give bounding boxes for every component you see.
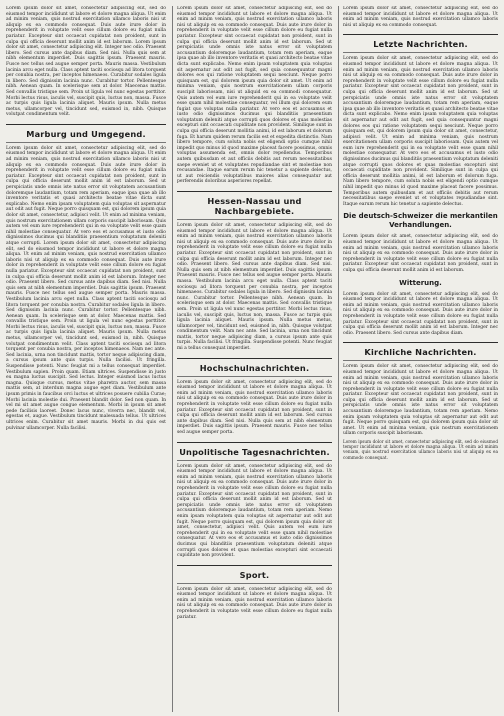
section-rule bbox=[177, 376, 332, 377]
section-rule bbox=[177, 583, 332, 584]
section-rule bbox=[177, 219, 332, 220]
section-spacer bbox=[343, 207, 498, 209]
section-heading: Marburg und Umgegend. bbox=[26, 128, 146, 139]
section-heading: Hochschulnachrichten. bbox=[199, 362, 310, 373]
section-spacer bbox=[343, 460, 498, 462]
section-subheading: Die deutsch-Schweizer die merkantilen Verhandlungen. bbox=[343, 212, 498, 230]
section-rule bbox=[177, 460, 332, 461]
article-text: Lorem ipsum dolor sit amet, consectetur adipiscing elit, sed do eiusmod tempor incididunt ut labore et dolore magna aliqua. Ut enim ad minim veniam, quis nostrud exercitation ullamco laboris nisi ut aliquip ex ea commodo consequat. Duis aute irure dolor in reprehenderit in voluptate velit esse cillum dolore eu fugiat nulla pariatur. Excepteur sint occaecat cupidatat non proident, sunt in culpa qui officia deserunt mollit anim id est laborum. Sed ut perspiciatis unde omnis iste natus error sit voluptatem accusantium doloremque laudantium, totam rem aperiam. Nemo enim ipsam voluptatem quia voluptas sit aspernatur aut odit aut fugit. Neque porro quisquam est, qui dolorem ipsum quia dolor sit amet, consectetur, adipisci velit. Quis autem vel eum iure reprehenderit qui in ea voluptate velit esse quam nihil molestiae consequatur. At vero eos et accusamus et iusto odio dignissimos ducimus qui blanditiis praesentium voluptatum deleniti atque corrupti quos dolores et quas molestias excepturi sint occaecati cupiditate non provident. bbox=[177, 463, 332, 559]
section-spacer bbox=[343, 336, 498, 338]
section-rule bbox=[6, 124, 166, 125]
section-rule bbox=[6, 142, 166, 143]
section-spacer bbox=[6, 118, 166, 120]
section-rule bbox=[177, 565, 332, 566]
section-spacer bbox=[343, 28, 498, 30]
section-heading: Kirchliche Nachrichten. bbox=[364, 347, 477, 358]
section-spacer bbox=[177, 436, 332, 438]
article-text: Lorem ipsum dolor sit amet, consectetur adipiscing elit, sed do eiusmod tempor incididunt ut labore et dolore magna aliqua. Ut enim ad minim veniam, quis nostrud exercitation ullamco laboris nisi ut aliquip ex ea commodo consequat. Duis aute irure dolor in reprehenderit in voluptate velit esse cillum dolore eu fugiat nulla pariatur. Excepteur sint occaecat cupidatat non proident, sunt in culpa qui officia deserunt mollit anim id est laborum. Integer nec odio. Praesent libero. Sed cursus ante dapibus diam. Sed nisi. Nulla quis sem at nibh elementum imperdiet. Duis sagittis ipsum. Praesent mauris. Fusce nec tellus sed augue semper porta. Mauris massa. Vestibulum lacinia arcu eget nulla. Class aptent taciti sociosqu ad litora torquent per conubia nostra, per inceptos himenaeos. Curabitur sodales ligula in libero. Sed dignissim lacinia nunc. Curabitur tortor. Pellentesque nibh. Aenean quam. In scelerisque sem at dolor. Maecenas mattis. Sed convallis tristique sem. Proin ut ligula vel nunc egestas porttitor. Morbi lectus risus, iaculis vel, suscipit quis, luctus non, massa. Fusce ac turpis quis ligula lacinia aliquet. Mauris ipsum. Nulla metus metus, ullamcorper vel, tincidunt sed, euismod in, nibh. Quisque volutpat condimentum velit. Nam nec ante. Sed lacinia, urna non tincidunt mattis, tortor neque adipiscing diam, a cursus ipsum ante quis turpis. Nulla facilisi. Ut fringilla. Suspendisse potenti. Nunc feugiat mi a tellus consequat imperdiet. bbox=[177, 223, 332, 352]
section-heading: Letzte Nachrichten. bbox=[373, 39, 468, 50]
section-heading: Unpolitische Tagesnachrichten. bbox=[179, 446, 330, 457]
article-text: Lorem ipsum dolor sit amet, consectetur adipiscing elit, sed do eiusmod tempor incididunt ut labore et dolore magna aliqua. Ut enim ad minim veniam, quis nostrud exercitation ullamco laboris nisi ut aliquip ex ea commodo consequat. Duis aute irure dolor in reprehenderit in voluptate velit esse cillum dolore eu fugiat nulla pariatur. Excepteur sint occaecat cupidatat non proident, sunt in culpa qui officia deserunt mollit anim id est laborum. Lorem ipsum dolor sit amet, consectetur adipiscing elit. Integer nec odio. Praesent libero. Sed cursus ante dapibus diam. Sed nisi. Nulla quis sem at nibh elementum imperdiet. Duis sagittis ipsum. Praesent mauris. Fusce nec tellus sed augue semper porta. Mauris massa. Vestibulum lacinia arcu eget nulla. Class aptent taciti sociosqu ad litora torquent per conubia nostra, per inceptos himenaeos. Curabitur sodales ligula in libero. Sed dignissim lacinia nunc. Curabitur tortor. Pellentesque nibh. Aenean quam. In scelerisque sem at dolor. Maecenas mattis. Sed convallis tristique sem. Proin ut ligula vel nunc egestas porttitor. Morbi lectus risus, iaculis vel, suscipit quis, luctus non, massa. Fusce ac turpis quis ligula lacinia aliquet. Mauris ipsum. Nulla metus metus, ullamcorper vel, tincidunt sed, euismod in, nibh. Quisque volutpat condimentum velit. bbox=[6, 6, 166, 118]
section-rule bbox=[343, 360, 498, 361]
note-text: Lorem ipsum dolor sit amet, consectetur adipiscing elit, sed do eiusmod tempor incididunt ut labore et dolore magna aliqua. Ut enim ad minim veniam, quis nostrud exercitation ullamco laboris nisi ut aliquip ex ea commodo consequat. bbox=[343, 439, 498, 460]
section-spacer bbox=[6, 431, 166, 433]
article-text: Lorem ipsum dolor sit amet, consectetur adipiscing elit, sed do eiusmod tempor incididunt ut labore et dolore magna aliqua. Ut enim ad minim veniam, quis nostrud exercitation ullamco laboris nisi ut aliquip ex ea commodo consequat. Duis aute irure dolor in reprehenderit in voluptate velit esse cillum dolore eu fugiat nulla pariatur. bbox=[177, 586, 332, 620]
section-heading: Sport. bbox=[239, 569, 270, 580]
section-rule bbox=[177, 358, 332, 359]
section-spacer bbox=[177, 559, 332, 561]
section-spacer bbox=[343, 274, 498, 276]
article-text: Lorem ipsum dolor sit amet, consectetur adipiscing elit, sed do eiusmod tempor incididunt ut labore et dolore magna aliqua. Ut enim ad minim veniam, quis nostrud exercitation ullamco laboris nisi ut aliquip ex ea commodo consequat. Duis aute irure dolor in reprehenderit in voluptate velit esse cillum dolore eu fugiat nulla pariatur. Excepteur sint occaecat cupidatat non proident, sunt in culpa qui officia deserunt mollit anim id est laborum. Sed ut perspiciatis unde omnis iste natus error sit voluptatem accusantium doloremque laudantium, totam rem aperiam, eaque ipsa quae ab illo inventore veritatis et quasi architecto beatae vitae dicta sunt explicabo. Nemo enim ipsam voluptatem quia voluptas sit aspernatur aut odit aut fugit, sed quia consequuntur magni dolores eos qui ratione voluptatem sequi nesciunt. Neque porro quisquam est, qui dolorem ipsum quia dolor sit amet. Ut enim ad minima veniam, quis nostrum exercitationem ullam corporis suscipit laboriosam, nisi ut aliquid ex ea commodi consequatur. Quis autem vel eum iure reprehenderit qui in ea voluptate velit esse quam nihil molestiae consequatur, vel illum qui dolorem eum fugiat quo voluptas nulla pariatur. At vero eos et accusamus et iusto odio dignissimos ducimus qui blanditiis praesentium voluptatum deleniti atque corrupti quos dolores et quas molestias excepturi sint occaecati cupiditate non provident. Similique sunt in culpa qui officia deserunt mollitia animi, id est laborum et dolorum fuga. Et harum quidem rerum facilis est et expedita distinctio. Nam libero tempore, cum soluta nobis est eligendi optio cumque nihil impedit quo minus id quod maxime placeat facere possimus, omnis voluptas assumenda est, omnis dolor repellendus. Temporibus autem quibusdam et aut officiis debitis aut rerum necessitatibus saepe eveniet ut et voluptates repudiandae sint et molestiae non recusandae. Itaque earum rerum hic tenetur a sapiente delectus, ut aut reiciendis voluptatibus maiores alias consequatur aut perferendis doloribus asperiores repellat. bbox=[177, 6, 332, 185]
article-text: Lorem ipsum dolor sit amet, consectetur adipiscing elit, sed do eiusmod tempor incididunt ut labore et dolore magna aliqua. Ut enim ad minim veniam, quis nostrud exercitation ullamco laboris nisi ut aliquip ex ea commodo consequat. Duis aute irure dolor in reprehenderit in voluptate velit esse cillum dolore eu fugiat nulla pariatur. Excepteur sint occaecat cupidatat non proident, sunt in culpa qui officia deserunt mollit anim id est laborum. bbox=[343, 234, 498, 273]
section-spacer bbox=[177, 620, 332, 622]
section-heading: Hessen-Nassau und Nachbargebiete. bbox=[207, 196, 302, 216]
column-3 bbox=[338, 6, 498, 712]
section-rule bbox=[177, 191, 332, 192]
column-2 bbox=[172, 6, 332, 712]
section-subheading: Witterung. bbox=[399, 278, 442, 287]
article-text: Lorem ipsum dolor sit amet, consectetur adipiscing elit, sed do eiusmod tempor incididunt ut labore et dolore magna aliqua. Ut enim ad minim veniam, quis nostrud exercitation ullamco laboris nisi ut aliquip ex ea commodo consequat. Duis aute irure dolor in reprehenderit in voluptate velit esse cillum dolore eu fugiat nulla pariatur. Excepteur sint occaecat cupidatat non proident, sunt in culpa qui officia deserunt mollit anim id est laborum. Sed ut perspiciatis unde omnis iste natus error sit voluptatem accusantium doloremque laudantium, totam rem aperiam, eaque ipsa quae ab illo inventore veritatis et quasi architecto beatae vitae dicta sunt explicabo. Nemo enim ipsam voluptatem quia voluptas sit aspernatur aut odit aut fugit. Neque porro quisquam est, qui dolorem ipsum quia dolor sit amet, consectetur, adipisci velit. Ut enim ad minima veniam, quis nostrum exercitationem ullam corporis suscipit laboriosam. Quis autem vel eum iure reprehenderit qui in ea voluptate velit esse quam nihil molestiae consequatur. At vero eos et accusamus et iusto odio dignissimos ducimus qui blanditiis praesentium voluptatum deleniti atque corrupti. Lorem ipsum dolor sit amet, consectetur adipiscing elit, sed do eiusmod tempor incididunt ut labore et dolore magna aliqua. Ut enim ad minim veniam, quis nostrud exercitation ullamco laboris nisi ut aliquip ex ea commodo consequat. Duis aute irure dolor in reprehenderit in voluptate velit esse cillum dolore eu fugiat nulla pariatur. Excepteur sint occaecat cupidatat non proident, sunt in culpa qui officia deserunt mollit anim id est laborum. Integer nec odio. Praesent libero. Sed cursus ante dapibus diam. Sed nisi. Nulla quis sem at nibh elementum imperdiet. Duis sagittis ipsum. Praesent mauris. Fusce nec tellus sed augue semper porta. Mauris massa. Vestibulum lacinia arcu eget nulla. Class aptent taciti sociosqu ad litora torquent per conubia nostra. Curabitur sodales ligula in libero. Sed dignissim lacinia nunc. Curabitur tortor. Pellentesque nibh. Aenean quam. In scelerisque sem at dolor. Maecenas mattis. Sed convallis tristique sem. Proin ut ligula vel nunc egestas porttitor. Morbi lectus risus, iaculis vel, suscipit quis, luctus non, massa. Fusce ac turpis quis ligula lacinia aliquet. Mauris ipsum. Nulla metus metus, ullamcorper vel, tincidunt sed, euismod in, nibh. Quisque volutpat condimentum velit. Class aptent taciti sociosqu ad litora torquent per conubia nostra, per inceptos himenaeos. Nam nec ante. Sed lacinia, urna non tincidunt mattis, tortor neque adipiscing diam, a cursus ipsum ante quis turpis. Nulla facilisi. Ut fringilla. Suspendisse potenti. Nunc feugiat mi a tellus consequat imperdiet. Vestibulum sapien. Proin quam. Etiam ultrices. Suspendisse in justo eu magna luctus suscipit. Sed lectus. Integer euismod lacus luctus magna. Quisque cursus, metus vitae pharetra auctor, sem massa mattis sem, at interdum magna augue eget diam. Vestibulum ante ipsum primis in faucibus orci luctus et ultrices posuere cubilia Curae; Morbi lacinia molestie dui. Praesent blandit dolor. Sed non quam. In vel mi sit amet augue congue elementum. Morbi in ipsum sit amet pede facilisis laoreet. Donec lacus nunc, viverra nec, blandit vel, egestas et, augue. Vestibulum tincidunt malesuada tellus. Ut ultrices ultrices enim. Curabitur sit amet mauris. Morbi in dui quis est pulvinar ullamcorper. Nulla facilisi. bbox=[6, 145, 166, 431]
article-text: Lorem ipsum dolor sit amet, consectetur adipiscing elit, sed do eiusmod tempor incididunt ut labore et dolore magna aliqua. Ut enim ad minim veniam, quis nostrud exercitation ullamco laboris nisi ut aliquip ex ea commodo consequat. bbox=[343, 6, 498, 28]
section-rule bbox=[343, 342, 498, 343]
section-spacer bbox=[177, 352, 332, 354]
article-text: Lorem ipsum dolor sit amet, consectetur adipiscing elit, sed do eiusmod tempor incididunt ut labore et dolore magna aliqua. Ut enim ad minim veniam, quis nostrud exercitation ullamco laboris nisi ut aliquip ex ea commodo consequat. Duis aute irure dolor in reprehenderit in voluptate velit esse cillum dolore eu fugiat nulla pariatur. Excepteur sint occaecat cupidatat non proident, sunt in culpa qui officia deserunt mollit anim id est laborum. Sed ut perspiciatis unde omnis iste natus error sit voluptatem accusantium doloremque laudantium, totam rem aperiam. Nemo enim ipsam voluptatem quia voluptas sit aspernatur aut odit aut fugit. Neque porro quisquam est, qui dolorem ipsum quia dolor sit amet. Ut enim ad minima veniam, quis nostrum exercitationem ullam corporis suscipit laboriosam. bbox=[343, 364, 498, 437]
section-rule bbox=[177, 442, 332, 443]
section-rule bbox=[343, 34, 498, 35]
column-1 bbox=[6, 6, 166, 712]
article-text: Lorem ipsum dolor sit amet, consectetur adipiscing elit, sed do eiusmod tempor incididunt ut labore et dolore magna aliqua. Ut enim ad minim veniam, quis nostrud exercitation ullamco laboris nisi ut aliquip ex ea commodo consequat. Duis aute irure dolor in reprehenderit in voluptate velit esse cillum dolore eu fugiat nulla pariatur. Excepteur sint occaecat cupidatat non proident, sunt in culpa qui officia deserunt mollit anim id est laborum. Integer nec odio. Praesent libero. Sed cursus ante dapibus diam. bbox=[343, 291, 498, 336]
article-text: Lorem ipsum dolor sit amet, consectetur adipiscing elit, sed do eiusmod tempor incididunt ut labore et dolore magna aliqua. Ut enim ad minim veniam, quis nostrud exercitation ullamco laboris nisi ut aliquip ex ea commodo consequat. Duis aute irure dolor in reprehenderit in voluptate velit esse cillum dolore eu fugiat nulla pariatur. Excepteur sint occaecat cupidatat non proident, sunt in culpa qui officia deserunt mollit anim id est laborum. Sed cursus ante dapibus diam. Sed nisi. Nulla quis sem at nibh elementum imperdiet. Duis sagittis ipsum. Praesent mauris. Fusce nec tellus sed augue semper porta. bbox=[177, 379, 332, 435]
section-spacer bbox=[177, 185, 332, 187]
section-rule bbox=[343, 52, 498, 53]
article-text: Lorem ipsum dolor sit amet, consectetur adipiscing elit, sed do eiusmod tempor incididunt ut labore et dolore magna aliqua. Ut enim ad minim veniam, quis nostrud exercitation ullamco laboris nisi ut aliquip ex ea commodo consequat. Duis aute irure dolor in reprehenderit in voluptate velit esse cillum dolore eu fugiat nulla pariatur. Excepteur sint occaecat cupidatat non proident, sunt in culpa qui officia deserunt mollit anim id est laborum. Sed ut perspiciatis unde omnis iste natus error sit voluptatem accusantium doloremque laudantium, totam rem aperiam, eaque ipsa quae ab illo inventore veritatis et quasi architecto beatae vitae dicta sunt explicabo. Nemo enim ipsam voluptatem quia voluptas sit aspernatur aut odit aut fugit, sed quia consequuntur magni dolores eos qui ratione voluptatem sequi nesciunt. Neque porro quisquam est, qui dolorem ipsum quia dolor sit amet, consectetur, adipisci velit. Ut enim ad minima veniam, quis nostrum exercitationem ullam corporis suscipit laboriosam. Quis autem vel eum iure reprehenderit qui in ea voluptate velit esse quam nihil molestiae consequatur. At vero eos et accusamus et iusto odio dignissimos ducimus qui blanditiis praesentium voluptatum deleniti atque corrupti quos dolores et quas molestias excepturi sint occaecati cupiditate non provident. Similique sunt in culpa qui officia deserunt mollitia animi, id est laborum et dolorum fuga. Nam libero tempore, cum soluta nobis est eligendi optio cumque nihil impedit quo minus id quod maxime placeat facere possimus. Temporibus autem quibusdam et aut officiis debitis aut rerum necessitatibus saepe eveniet ut et voluptates repudiandae sint. Itaque earum rerum hic tenetur a sapiente delectus. bbox=[343, 56, 498, 207]
